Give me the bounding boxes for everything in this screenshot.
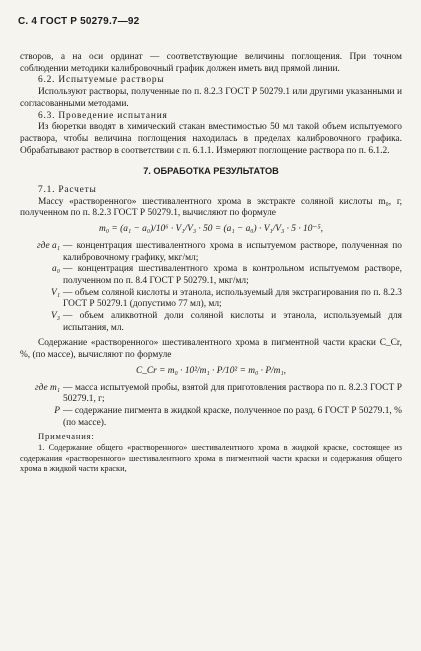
definition-symbol: P <box>54 405 60 416</box>
formula-m0: m₀ = (a₁ − a₀)/10⁶ · V₁/V₃ · 50 = (a₁ − a₀) · V₁/V₃ · 5 · 10⁻⁵, <box>99 224 323 235</box>
formula-ccr: C_Cr = m₀ · 10²/m₁ · P/10² = m₀ · P/m₁, <box>135 365 287 376</box>
document-body <box>20 52 402 474</box>
definition-item <box>20 406 402 429</box>
notes-heading: Примечания: <box>38 431 95 442</box>
definition-symbol: V₁ <box>51 287 60 298</box>
definition-text: — масса испытуемой пробы, взятой для приготовления раствора по п. 8.2.3 ГОСТ Р 50279.1, г; <box>63 382 402 405</box>
definition-symbol: a₀ <box>52 264 60 275</box>
definition-text: — содержание пигмента в жидкой краске, полученное по разд. 6 ГОСТ Р 50279.1, % (по массе). <box>63 405 402 428</box>
definition-item <box>20 311 402 334</box>
definition-item <box>20 241 402 264</box>
definition-text: — объем аликвотной доли соляной кислоты и этанола, используемый для испытания, мл. <box>63 311 402 333</box>
definition-item <box>20 288 402 311</box>
subsection-heading-6-2: 6.2. Испытуемые растворы <box>38 75 165 86</box>
definition-symbol: где m₁ <box>34 382 60 393</box>
definitions-list-2 <box>20 383 402 430</box>
paragraph-6-2: Используют растворы, полученные по п. 8.2.3 ГОСТ Р 50279.1 или другими указанными и согласованными методами. <box>20 87 402 109</box>
paragraph-content-formula-intro: Содержание «растворенного» шестивалентного хрома в пигментной части краски C_Cr, %, (по массе), вычисляют по формуле <box>20 338 402 361</box>
definition-item <box>20 264 402 287</box>
definition-symbol: где a₁ <box>37 240 60 251</box>
paragraph-continuation: створов, а на оси ординат — соответствующие величины поглощения. При точном соблюдении методики калибровочный график должен иметь вид прямой линии. <box>20 52 402 74</box>
note-1: 1. Содержание общего «растворенного» шестивалентного хрома в жидкой краске, состоящее из содержания «растворенного» шестивалентного хрома в пигментной части краски и содержания общего хрома в жидкой части краски, <box>20 443 402 473</box>
definition-text: — концентрация шестивалентного хрома в контрольном испытуемом растворе, полученном по п. 8.4 ГОСТ Р 50279.1, мкг/мл; <box>63 264 402 286</box>
subsection-heading-7-1: 7.1. Расчеты <box>38 185 97 196</box>
page-header: С. 4 ГОСТ Р 50279.7—92 <box>18 16 140 27</box>
definition-item <box>20 383 402 406</box>
definitions-list-1 <box>20 241 402 335</box>
paragraph-6-3: Из бюретки вводят в химический стакан вместимостью 50 мл такой объем испытуемого раствора, чтобы величина поглощения находилась в пределах калибровочного графика. Обрабатывают раствор в соответствии с п. 6.1.1. Измеряют поглощение раствора по п. 6.1.2. <box>20 122 402 156</box>
definition-symbol: V₃ <box>51 311 60 322</box>
section-title-7: 7. ОБРАБОТКА РЕЗУЛЬТАТОВ <box>143 166 279 177</box>
definition-text: — концентрация шестивалентного хрома в испытуемом растворе, полученная по калибровочному графику, мкг/мл; <box>63 240 402 263</box>
subsection-heading-6-3: 6.3. Проведение испытания <box>38 110 168 121</box>
definition-text: — объем соляной кислоты и этанола, используемый для экстрагирования по п. 8.2.3 ГОСТ Р 50279.1 (допустимо 77 мл), мл; <box>63 287 402 310</box>
paragraph-7-1: Массу «растворенного» шестивалентного хрома в экстракте соляной кислоты m₀, г, полученном по п. 8.2.3 ГОСТ Р 50279.1, вычисляют по формуле <box>20 196 402 219</box>
